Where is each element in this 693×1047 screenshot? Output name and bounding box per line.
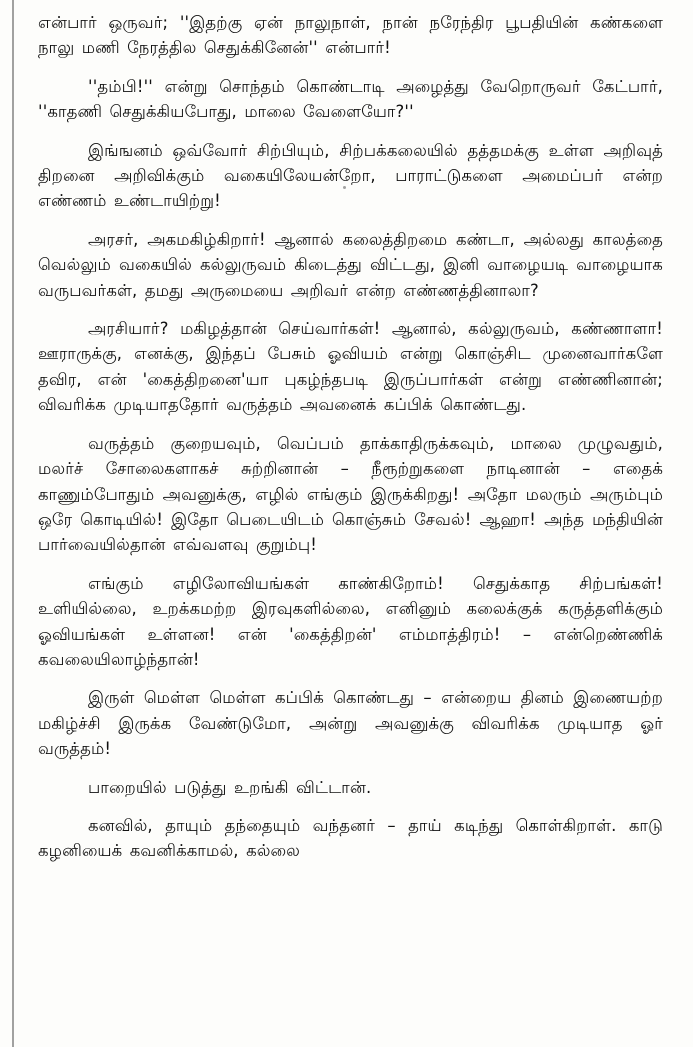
paragraph-1: என்பார் ஒருவர்; ''இதற்கு ஏன் நாலுநாள், நான் நரேந்திர பூபதியின் கண்களை நாலு மணி நேரத்தில செதுக்கினேன்'' என்பார்! <box>38 13 663 58</box>
paragraph-9: பாறையில் படுத்து உறங்கி விட்டான். <box>88 777 372 797</box>
page-edge-shadow <box>12 0 14 1047</box>
paragraph-3: இங்ஙனம் ஒவ்வோர் சிற்பியும், சிற்பக்கலையில் தத்தமக்கு உள்ள அறிவுத் திறனை அறிவிக்கும் வகையிலேயன்றோ, பாராட்டுகளை அமைப்பர் என்ற எண்ணம் உண்டாயிற்று! <box>38 140 663 211</box>
paragraph-8: இருள் மெள்ள மெள்ள கப்பிக் கொண்டது – என்றைய தினம் இணையற்ற மகிழ்ச்சி இருக்க வேண்டுமோ, அன்று அவனுக்கு விவரிக்க முடியாத ஓர் வருத்தம்! <box>38 688 663 759</box>
paragraph-7: எங்கும் எழிலோவியங்கள் காண்கிறோம்! செதுக்காத சிற்பங்கள்! உளியில்லை, உறக்கமற்ற இரவுகளில்லை, எனினும் கலைக்குக் கருத்தளிக்கும் ஓவியங்கள் உள்ளன! என் 'கைத்திறன்' எம்மாத்திரம்! – என்றெண்ணிக் கவலையிலாழ்ந்தான்! <box>38 573 663 669</box>
paragraph-4: அரசர், அகமகிழ்கிறார்! ஆனால் கலைத்திறமை கண்டா, அல்லது காலத்தை வெல்லும் வகையில் கல்லுருவம் கிடைத்து விட்டது, இனி வாழையடி வாழையாக வருபவர்கள், தமது அருமையை அறிவர் என்ற எண்ணத்தினாலா? <box>38 229 663 300</box>
paragraph-10: கனவில், தாயும் தந்தையும் வந்தனர் – தாய் கடிந்து கொள்கிறாள். காடு கழனியைக் கவனிக்காமல், கல்லை <box>38 815 663 861</box>
body-text <box>38 10 663 877</box>
paragraph-5: அரசியார்? மகிழத்தான் செய்வார்கள்! ஆனால், கல்லுருவம், கண்ணாளா! ஊராருக்கு, எனக்கு, இந்தப் பேசும் ஓவியம் என்று கொஞ்சிட முனைவார்களே தவிர, என் 'கைத்திறனை'யா புகழ்ந்தபடி இருப்பார்கள் என்று எண்ணினான்; விவரிக்க முடியாததோர் வருத்தம் அவனைக் கப்பிக் கொண்டது. <box>38 319 663 415</box>
paragraph-2: ''தம்பி!'' என்று சொந்தம் கொண்டாடி அழைத்து வேறொருவர் கேட்பார், ''காதணி செதுக்கியபோது, மாலை வேளையோ?'' <box>38 76 663 122</box>
paragraph-6: வருத்தம் குறையவும், வெப்பம் தாக்காதிருக்கவும், மாலை முழுவதும், மலர்ச் சோலைகளாகச் சுற்றினான் – நீரூற்றுகளை நாடினான் – எதைக் காணும்போதும் அவனுக்கு, எழில் எங்கும் இருக்கிறது! அதோ மலரும் அரும்பும் ஒரே கொடியில்! இதோ பெடையிடம் கொஞ்சும் சேவல்! ஆஹா! அந்த மந்தியின் பார்வையில்தான் எவ்வளவு குறும்பு! <box>38 433 663 555</box>
